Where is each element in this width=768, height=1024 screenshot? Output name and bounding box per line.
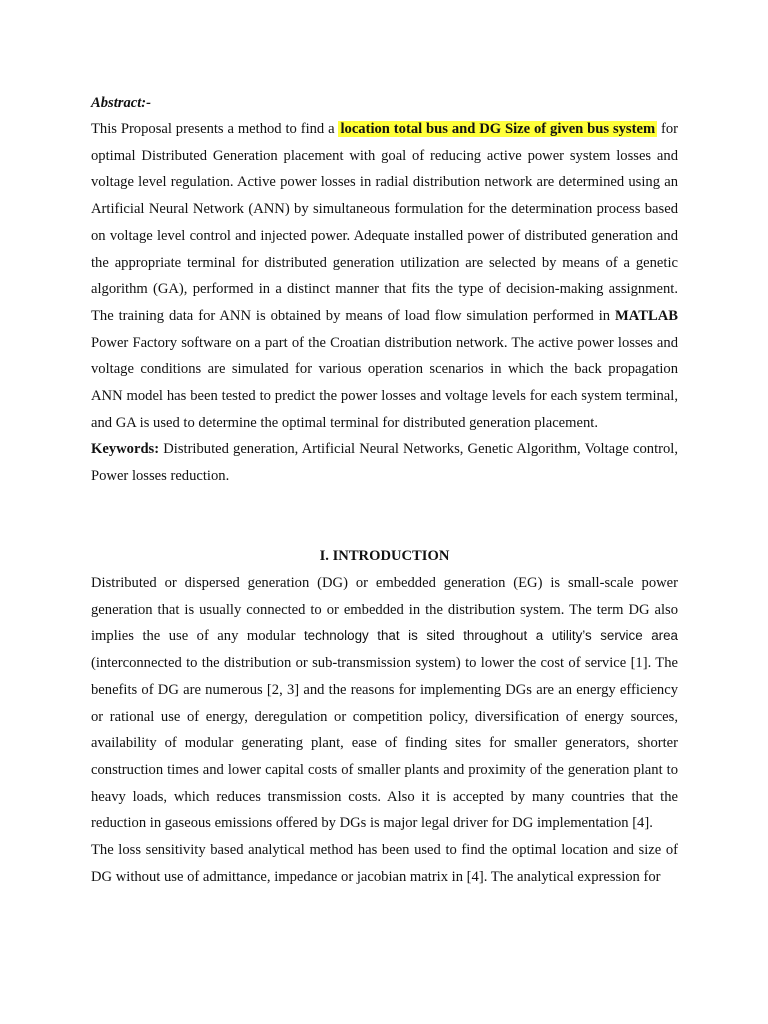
- keywords-label: Keywords:: [91, 441, 160, 458]
- intro-p1-sans-phrase: technology that is sited throughout a utility’s service area: [303, 628, 678, 644]
- abstract-body-text: for optimal Distributed Generation placement with goal of reducing active power system losses and voltage level regulation. Active power losses in radial distribution network are determined using an Artificial Neural Network (ANN) by simultaneous formulation for the determination process based on voltage level control and injected power. Adequate installed power of distributed generation and the appropriate terminal for distributed generation utilization are selected by means of a genetic algorithm (GA), performed in a distinct manner that fits the type of decision-making assignment. The training data for ANN is obtained by means of load flow simulation performed in: [91, 121, 679, 324]
- introduction-section: [91, 570, 678, 890]
- intro-p1-start: Distributed or dispersed generation (DG) or embedded generation (EG) is small-scale power generation that is usually connected to or embedded in the distribution system. The term DG also implies the use of any modular: [91, 575, 678, 645]
- highlighted-phrase: location total bus and DG Size of given bus system: [340, 121, 656, 137]
- abstract-body-text-2: Power Factory software on a part of the Croatian distribution network. The active power losses and voltage conditions are simulated for various operation scenarios in which the back propagation ANN model has been tested to predict the power losses and voltage levels for each system terminal, and GA is used to determine the optimal terminal for distributed generation placement.: [91, 334, 678, 431]
- abstract-section: [91, 116, 678, 490]
- matlab-term: MATLAB: [615, 307, 678, 324]
- abstract-heading: Abstract:-: [91, 95, 151, 111]
- introduction-paragraph-1: [91, 570, 678, 837]
- abstract-paragraph: [91, 116, 678, 436]
- abstract-intro-text: This Proposal presents a method to find a: [91, 121, 339, 137]
- introduction-paragraph-2: The loss sensitivity based analytical method has been used to find the optimal location and size of DG without use of admittance, impedance or jacobian matrix in [4]. The analytical expression for: [91, 842, 678, 885]
- keywords-text: Distributed generation, Artificial Neural Networks, Genetic Algorithm, Voltage control, Power losses reduction.: [91, 441, 678, 485]
- intro-p1-end: (interconnected to the distribution or sub-transmission system) to lower the cost of service [1]. The benefits of DG are numerous [2, 3] and the reasons for implementing DGs are an energy efficiency or rational use of energy, deregulation or competition policy, diversification of energy sources, availability of modular generating plant, ease of finding sites for smaller generators, shorter construction times and lower capital costs of smaller plants and proximity of the generation plant to heavy loads, which reduces transmission costs. Also it is accepted by many countries that the reduction in gaseous emissions offered by DGs is major legal driver for DG implementation [4].: [91, 655, 678, 832]
- introduction-heading: I. INTRODUCTION: [319, 548, 450, 564]
- keywords-paragraph: [91, 436, 678, 489]
